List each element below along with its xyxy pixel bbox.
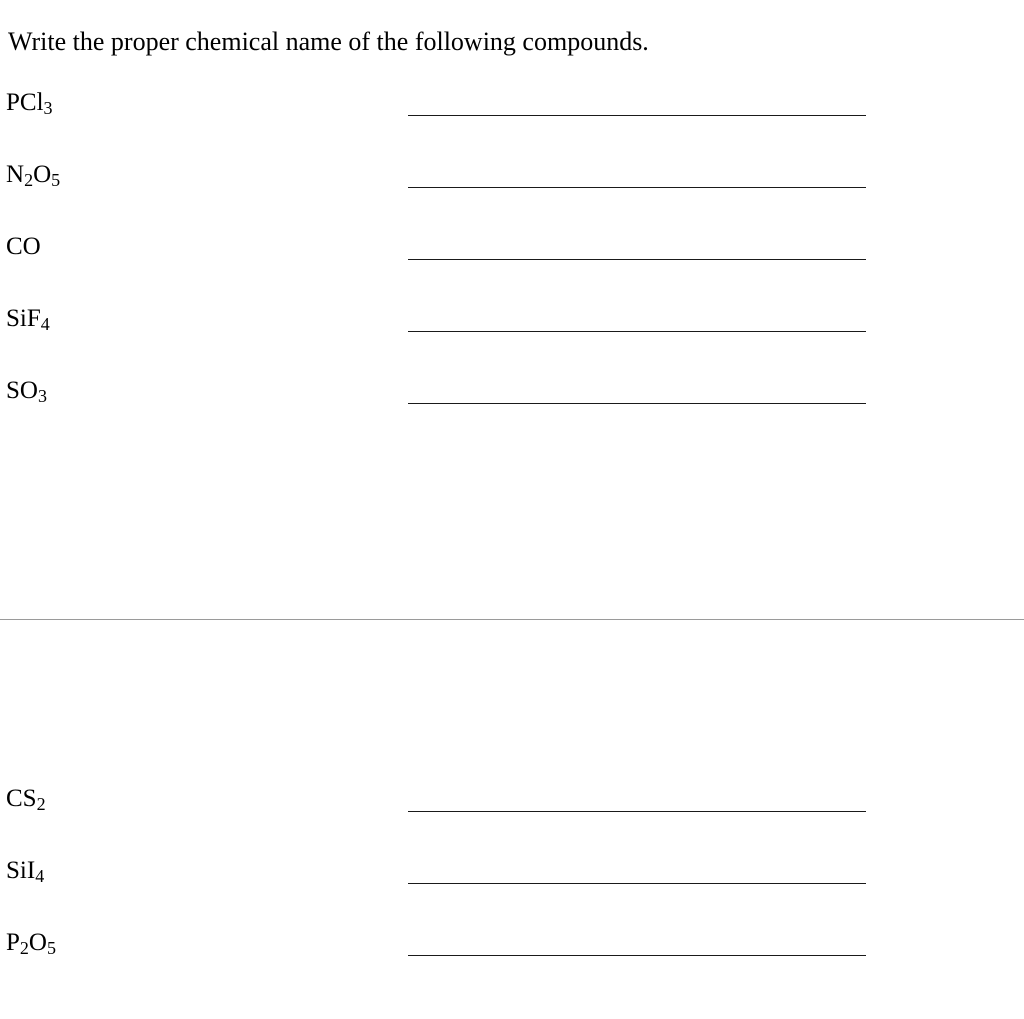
compound-formula: CO (6, 233, 41, 260)
compound-formula: $P_2O_5$ (6, 929, 56, 958)
answer-blank[interactable] (408, 259, 866, 260)
compound-row (0, 160, 1024, 200)
compound-row (0, 232, 1024, 272)
page-divider (0, 619, 1024, 620)
compound-formula: $SO_3$ (6, 377, 47, 406)
compound-row (0, 376, 1024, 416)
compound-row (0, 304, 1024, 344)
compound-formula: $N_2O_5$ (6, 161, 61, 190)
answer-blank[interactable] (408, 331, 866, 332)
compound-row (0, 928, 1024, 968)
answer-blank[interactable] (408, 115, 866, 116)
answer-blank[interactable] (408, 955, 866, 956)
instructions-heading: Write the proper chemical name of the following compounds. (8, 27, 649, 56)
compound-formula: SiF$_4$ (6, 305, 50, 334)
answer-blank[interactable] (408, 187, 866, 188)
compound-formula: SiI$_4$ (6, 857, 45, 886)
compound-row (0, 88, 1024, 128)
answer-blank[interactable] (408, 883, 866, 884)
compound-row (0, 784, 1024, 824)
compound-row (0, 856, 1024, 896)
answer-blank[interactable] (408, 811, 866, 812)
compound-formula: $CS_2$ (6, 785, 46, 814)
compound-formula: PCl$_3$ (6, 89, 53, 118)
answer-blank[interactable] (408, 403, 866, 404)
